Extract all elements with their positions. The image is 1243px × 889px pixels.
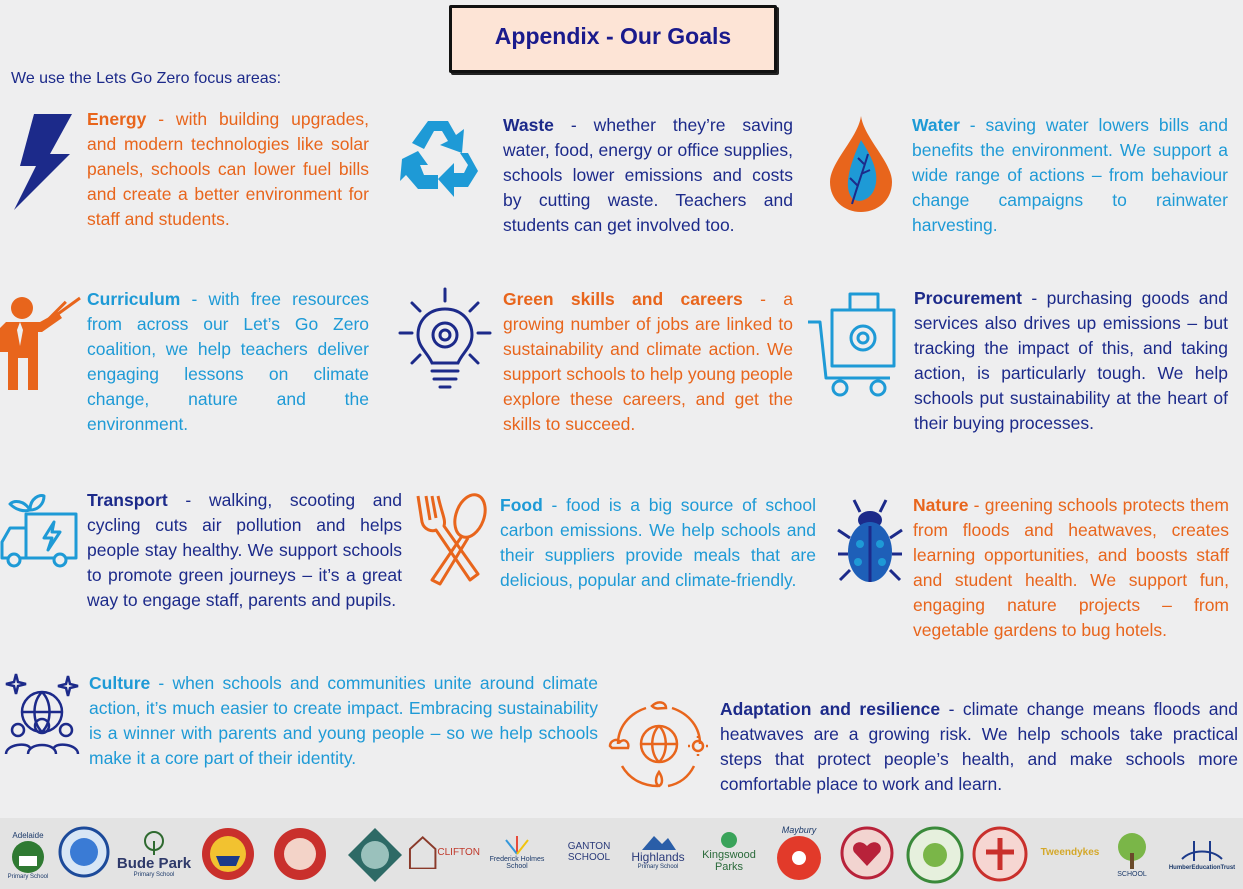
highlands-sublabel: Primary School [637,864,679,870]
kingswood-parks-logo [690,826,768,878]
fork-spoon-icon [412,492,492,586]
goal-curriculum-name: Curriculum [87,289,181,309]
goal-procurement-text: - purchasing goods and services also drives up emissions – but tracking the impact of this, and taking action, is particularly tough. We help schools put sustainability at the heart of their buying processes. [914,288,1228,433]
goal-waste-name: Waste [503,115,554,135]
tree-icon [1112,829,1152,871]
parkstone-logo [906,826,964,884]
adelaide-label: Adelaide [12,830,44,840]
kingswood-parks-label: Kingswood Parks [702,849,756,873]
crest-logo [198,826,258,882]
bude-park-label: Bude Park [116,854,192,872]
st-nicholas-logo [972,826,1028,882]
goal-procurement [914,286,1228,436]
tweendykes-logo [1038,826,1102,878]
cpa-logo [272,826,328,882]
tree-book-icon [9,840,47,874]
frederick-holmes-label: Frederick Holmes School [489,856,545,870]
electric-truck-icon [0,492,80,572]
tree-icon [139,831,169,855]
maybury-label: Maybury [781,825,817,835]
woodland-sublabel: SCHOOL [1117,870,1147,878]
heart-school-logo [840,826,894,880]
goal-transport-name: Transport [87,490,168,510]
goal-food-text: - food is a big source of school carbon emissions. We help schools and their suppliers provide meals that are delicious, popular and climate-friendly. [500,495,816,590]
goal-food-name: Food [500,495,543,515]
goal-adaptation [720,697,1238,797]
school-building-icon [408,835,437,869]
goal-curriculum [87,287,369,437]
goal-transport [87,488,402,613]
goal-culture-text: - when schools and communities unite around climate action, it’s much easier to create impact. Embracing sustainability is a winner with parents and young people – so we help schools make it a core part of their identity. [89,673,598,768]
goal-culture-name: Culture [89,673,151,693]
highlands-logo [628,826,688,878]
goal-curriculum-text: - with free resources from across our Let’s Go Zero coalition, we help teachers deliver engaging lessons on climate change, nature and the environment. [87,289,369,434]
goal-energy-name: Energy [87,109,147,129]
bude-park-sublabel: Primary School [133,871,175,878]
goal-culture [89,671,598,771]
humber-education-trust-label: HumberEducationTrust [1168,865,1236,871]
goal-nature-text: - greening schools protects them from floods and heatwaves, creates learning opportunities, and boosts staff and student health. We support fun, engaging nature projects – from vegetable gardens to bug hotels. [913,495,1229,640]
goal-nature-name: Nature [913,495,969,515]
ganton-label: GANTON SCHOOL [567,841,611,863]
goal-transport-text: - walking, scooting and cycling cuts air pollution and helps people stay healthy. We support schools to promote green journeys – it’s a great way to engage staff, parents and pupils. [87,490,402,610]
lightbulb-gear-icon [398,287,492,391]
water-drop-leaf-icon [828,114,894,214]
goal-adaptation-name: Adaptation and resilience [720,699,941,719]
goal-waste-text: - whether they’re saving water, food, energy or office supplies, schools lower emissions and costs by cutting waste. Teachers and students can get involved too. [503,115,793,235]
woodland-logo [1104,822,1160,884]
goal-food [500,493,816,593]
adelaide-sublabel: Primary School [7,873,49,880]
goal-energy [87,107,369,232]
bridge-icon [1180,837,1224,865]
anchor-school-logo [346,826,404,884]
goal-procurement-name: Procurement [914,288,1022,308]
goal-green-skills-text: - a growing number of jobs are linked to sustainability and climate action. We support schools to help young people explore these careers, and get the skills to succeed. [503,289,793,434]
maybury-logo [772,822,826,884]
flower-badge-icon [776,835,822,881]
teacher-icon [0,294,82,392]
tweendykes-label: Tweendykes [1040,846,1100,858]
mountain-icon [640,834,676,850]
highlands-label: Highlands [631,850,685,864]
school-logos-footer [0,818,1243,889]
frederick-holmes-logo [480,826,554,878]
title-box [449,5,777,73]
goal-green-skills [503,287,793,437]
shopping-cart-icon [806,292,900,398]
humber-education-trust-logo [1166,826,1238,882]
goal-water [912,113,1228,238]
climate-cycle-icon [608,700,710,792]
goal-water-text: - saving water lowers bills and benefits the environment. We support a wide range of actions – from behaviour change campaigns to rainwater harvesting. [912,115,1228,235]
recycle-icon [398,113,484,197]
goal-nature [913,493,1229,643]
adelaide-logo [6,826,50,884]
burst-icon [502,834,532,856]
lightning-icon [10,112,74,212]
broadacre-logo [58,826,110,878]
goal-waste [503,113,793,238]
goal-green-skills-name: Green skills and careers [503,289,743,309]
community-globe-icon [2,672,82,760]
goal-adaptation-text: - climate change means floods and heatwaves are a growing risk. We help schools take practical steps that protect people’s health, and make schools more comfortable place to work and learn. [720,699,1238,794]
tree-icon [717,831,741,849]
bude-park-logo [116,826,192,882]
page-title: Appendix - Our Goals [494,23,732,49]
intro-text: We use the Lets Go Zero focus areas: [11,70,282,87]
ganton-logo [556,826,622,878]
goal-water-name: Water [912,115,960,135]
clifton-logo [408,826,480,878]
clifton-label: CLIFTON [437,846,480,858]
goal-energy-text: - with building upgrades, and modern technologies like solar panels, schools can lower fuel bills and create a better environment for staff and students. [87,109,369,229]
beetle-icon [836,498,904,588]
